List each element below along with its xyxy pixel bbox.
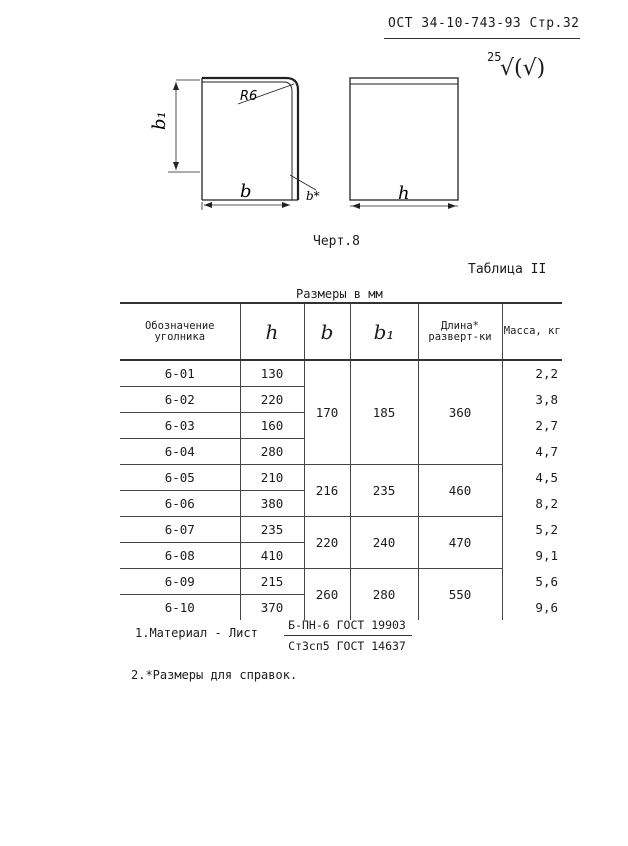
h-cell: 220 bbox=[240, 387, 304, 413]
h-cell: 160 bbox=[240, 413, 304, 439]
designation-cell: 6-09 bbox=[120, 569, 240, 595]
length-cell: 550 bbox=[418, 569, 502, 621]
material-numerator: Б-ПН-6 ГОСТ 19903 bbox=[288, 618, 406, 632]
drawing-caption: Черт.8 bbox=[313, 234, 360, 249]
angle-drawing bbox=[0, 0, 628, 240]
col-mass: Масса, кг bbox=[502, 303, 562, 360]
designation-cell: 6-04 bbox=[120, 439, 240, 465]
mass-cell: 5,6 bbox=[502, 569, 562, 595]
mass-cell: 9,1 bbox=[502, 543, 562, 569]
b-cell: 170 bbox=[304, 360, 350, 465]
b1-cell: 185 bbox=[350, 360, 418, 465]
length-cell: 460 bbox=[418, 465, 502, 517]
b1-cell: 235 bbox=[350, 465, 418, 517]
table-row bbox=[120, 465, 562, 491]
designation-cell: 6-10 bbox=[164, 600, 195, 615]
designation-cell: 6-05 bbox=[120, 465, 240, 491]
h-cell: 210 bbox=[240, 465, 304, 491]
h-cell: 215 bbox=[240, 569, 304, 595]
designation-cell: 6-08 bbox=[120, 543, 240, 569]
b-cell: 216 bbox=[304, 465, 350, 517]
designation-cell: 6-02 bbox=[120, 387, 240, 413]
thickness-label: b* bbox=[306, 189, 320, 203]
designation-cell: 6-01 bbox=[120, 360, 240, 387]
length-cell: 360 bbox=[418, 360, 502, 465]
mass-cell: 9,6 bbox=[502, 595, 562, 621]
designation-cell: 6-03 bbox=[120, 413, 240, 439]
roughness-value: 25 bbox=[487, 50, 502, 64]
material-denominator: Ст3сп5 ГОСТ 14637 bbox=[288, 639, 406, 653]
table-row bbox=[120, 517, 562, 543]
col-designation: Обозначение уголника bbox=[120, 303, 240, 360]
mass-cell: 2,2 bbox=[502, 360, 562, 387]
note-material: 1.Материал - Лист bbox=[135, 626, 258, 640]
h-cell: 130 bbox=[240, 360, 304, 387]
col-length: Длина* разверт-ки bbox=[418, 303, 502, 360]
b-cell: 260 bbox=[304, 569, 350, 621]
length-cell: 470 bbox=[418, 517, 502, 569]
designation-cell: 6-06 bbox=[120, 491, 240, 517]
mass-cell: 4,7 bbox=[502, 439, 562, 465]
mass-cell: 4,5 bbox=[502, 465, 562, 491]
col-b: b bbox=[304, 303, 350, 360]
angle-sizes-table bbox=[120, 302, 562, 620]
h-cell: 280 bbox=[240, 439, 304, 465]
b1-dimension-label: b₁ bbox=[149, 111, 170, 130]
b1-cell: 240 bbox=[350, 517, 418, 569]
document-reference: ОСТ 34-10-743-93 Стр.32 bbox=[388, 16, 580, 31]
col-b1: b₁ bbox=[350, 303, 418, 360]
b-dimension-label: b bbox=[240, 181, 252, 202]
mass-cell: 3,8 bbox=[502, 387, 562, 413]
units-note: Размеры в мм bbox=[296, 287, 383, 301]
h-cell: 380 bbox=[240, 491, 304, 517]
roughness-symbol: √(√) bbox=[500, 56, 546, 81]
radius-label: R6 bbox=[240, 89, 258, 104]
table-row bbox=[120, 360, 562, 387]
mass-cell: 8,2 bbox=[502, 491, 562, 517]
fraction-line bbox=[284, 635, 412, 636]
note-reference: 2.*Размеры для справок. bbox=[131, 668, 298, 682]
b1-cell: 280 bbox=[350, 569, 418, 621]
col-h: h bbox=[240, 303, 304, 360]
designation-cell: 6-07 bbox=[120, 517, 240, 543]
h-cell: 370 bbox=[240, 595, 304, 621]
mass-cell: 2,7 bbox=[502, 413, 562, 439]
h-cell: 235 bbox=[240, 517, 304, 543]
table-number: Таблица II bbox=[468, 262, 547, 277]
mass-cell: 5,2 bbox=[502, 517, 562, 543]
h-cell: 410 bbox=[240, 543, 304, 569]
table-row bbox=[120, 569, 562, 595]
b-cell: 220 bbox=[304, 517, 350, 569]
h-dimension-label: h bbox=[398, 183, 410, 204]
